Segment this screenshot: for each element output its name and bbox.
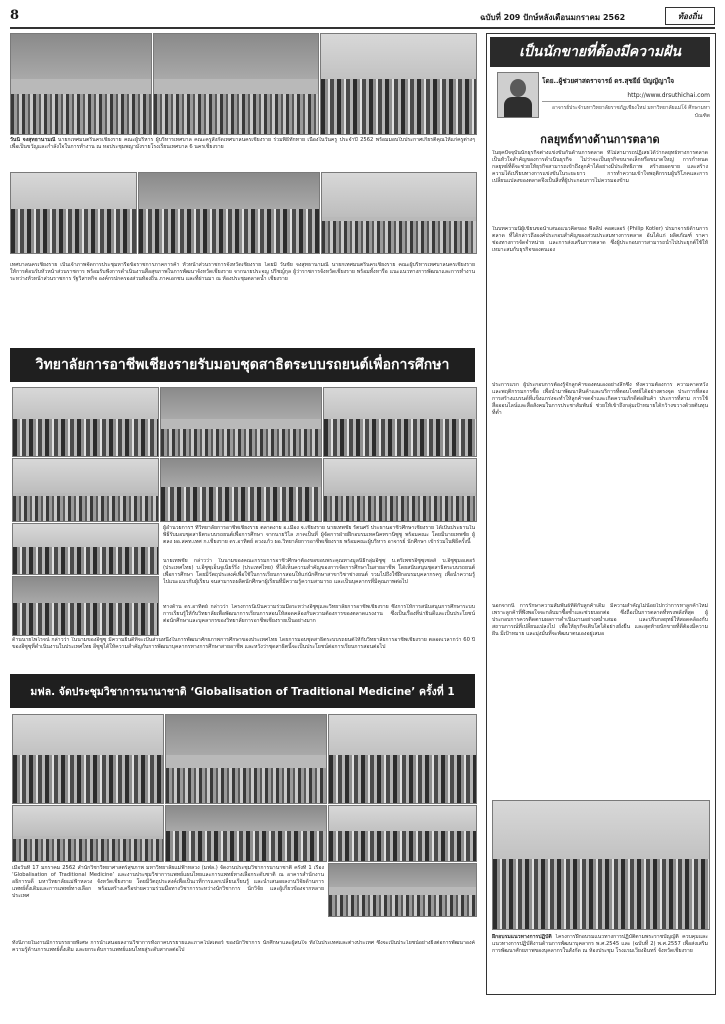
photo-teacher-day-1 — [10, 33, 152, 135]
photo-isuzu-4 — [12, 458, 159, 522]
article2-body-1: ผู้อำนวยการฯ ที่วิทยาลัยการอาชีพเชียงราย ตลาดงาย อ.เมือง จ.เชียงราย นายเทพชัย รัตนศรี ประธานอาชีวศึกษาเชียงราย ได้เป็นประธานในพิธีรับมอบชุดสาธิตระบบรถยนต์เพื่อการศึกษา จากนายวิไล ภาคเป็นที่ ผู้จัดการฝ่ายฝึกอบรมเทคนิคทรานิซูซู พร้อมคณะ โดยมีนายเทพชัย ผู้ตลง ผอ.สคท.เทศ ก.เชียงราย ดร.อาทิตย์ ดวงแก้ว ผอ.วิทยาลัยการอาชีพเชียงราย พร้อมคณะผู้บริหาร อาจารย์ นักศึกษา เข้าร่วมในพิธีครั้งนี้ — [163, 525, 475, 545]
page-number: 8 — [10, 8, 20, 23]
photo-teacher-day-3 — [320, 33, 477, 135]
article1-caption-2: เทศบาลนครเชียงราย เป็นเจ้าภาพจัดการประชุมหารือข้อราชการภาคการค้า หัวหน้าส่วนราชการจังหวัดเชียงราย โดยมี วันชัย จงสุทธานามณี นายกเทศมนตรีนครเชียงราย คณะผู้บริหารเทศบาลนครเชียงราย ให้การต้อนรับหัวหน้าส่วนราชการ พร้อมรับฟังการดำเนินงานสื่อสุขภาพในการพัฒนาจังหวัดเชียงราย จากนายประจญ ปริชญ์กุล ผู้ว่าราชการจังหวัดเชียงราย พร้อมทั้งหารือ แนะแนวทางการพัฒนาและการทำงาน ระหว่างหัวหน้าส่วนราชการ รัฐวิสาหกิจ องค์กรปกครองส่วนท้องถิ่น ภาคเอกชน และที่ผ่านมา ณ ห้องประชุมตลาดน้ำ เชียงราย — [10, 262, 475, 282]
photo-isuzu-3 — [323, 387, 477, 457]
column-body-2: ในบทความนี้ผู้เขียนขอนำเสนอแนวคิดของ ฟิลลิป คอตเลอร์ (Philip Kotler) ปรมาจารย์ด้านการตลาด ที่ได้กล่าวถึงองค์ประกอบสำคัญของส่วนประสมทางการตลาด อันได้แก่ ผลิตภัณฑ์ ราคา ช่องทางการจัดจำหน่าย และการส่งเสริมการตลาด ซึ่งผู้ประกอบการสามารถนำไปประยุกต์ใช้ให้เหมาะสมกับธุรกิจของตนเอง — [492, 226, 708, 253]
photo-meeting-1 — [10, 172, 137, 254]
header-logo — [665, 7, 715, 25]
article2-body-4: ด้านนายไพโรจน์ กล่าวว่า ในนามของอีซูซุ มีความยินดีที่จะเป็นส่วนหนึ่งในการพัฒนาศักยภาพการศึกษาของประเทศไทย โดยการมอบชุดสาธิตระบบรถยนต์ให้กับวิทยาลัยการอาชีพเชียงราย ตลอดเวลากว่า 60 ปี ของอีซูซุที่ดำเนินงานในประเทศไทย อีซูซุได้ให้ความสำคัญกับการพัฒนาบุคลากรทางการศึกษาสายอาชีพ และหวังว่าชุดสาธิตนี้จะเป็นประโยชน์ต่อการเรียนการสอนต่อไป — [12, 637, 475, 650]
page-header — [10, 6, 715, 28]
photo-isuzu-engine — [12, 576, 159, 636]
column-author-rule — [542, 101, 710, 102]
article2-body-2: นายเทพชัย กล่าวว่า ในนามของคณะกรรมการอาชีวศึกษาต้องขอขอบพระคุณทางมูลนิธิกลุ่มอีซูซุ บ.ตรีเพชรอีซูซุเซลส์ บ.อีซูซุมอเตอร์ (ประเทศไทย) บ.อีซูซุเอ็นจูเนียร์ริ่ง (ประเทศไทย) ที่ได้เห็นความสำคัญของการจัดการศึกษาในสายอาชีพ โดยสนับสนุนชุดสาธิตระบบรถยนต์เพื่อการศึกษา โดยมีวัตถุประสงค์เพื่อใช้ในการเรียนการสอนให้แก่นักศึกษาสาขาวิชาช่างยนต์ รวมไปถึงใช้ฝึกอบรมบุคลากรครู เพื่อนำความรู้ไปแนะแนวกับผู้เรียน จนสามารถผลิตนักศึกษาผู้เรียนที่มีความรู้ความสามารถ และเป็นบุคลากรที่มีคุณภาพต่อไป — [163, 558, 475, 585]
photo-mfu-1 — [12, 714, 164, 804]
article2-body-3: ทางด้าน ดร.อาทิตย์ กล่าวว่า โครงการนี้เป็นความร่วมมือระหว่างอีซูซุและวิทยาลัยการอาชีพเชียงราย ซึ่งการให้การสนับสนุนการศึกษาระบบการเรียนรู้ให้กับวิทยาลัยเพื่อพัฒนาการเรียนการสอนให้สอดคล้องกับความต้องการของตลาดแรงงาน ซึ่งเป็นเรื่องที่น่ายินดีและเป็นประโยชน์ต่อนักศึกษาและบุคลากรของวิทยาลัยการอาชีพเชียงรายเป็นอย่างมาก — [163, 604, 475, 624]
column-photo-caption-text: โครงการฝึกอบรมแนวทางการปฏิบัติตามพระราชบัญญัติ ควบคุมและแนวทางการปฏิบัติงานด้านการพัฒนาบุคลากร พ.ศ.2545 และ (ฉบับที่ 2) พ.ศ.2557 เพื่อส่งเสริมการพัฒนาศักยภาพของบุคลากรในสังกัด ณ ห้องประชุม โรงแรมเวียงอินทร์ จังหวัดเชียงราย — [492, 934, 708, 954]
column-website: http://www.drsuthichai.com — [627, 92, 710, 99]
article3-headline: มฟล. จัดประชุมวิชาการนานาชาติ ‘Globalisation of Traditional Medicine’ ครั้งที่ 1 — [30, 685, 455, 698]
photo-isuzu-5 — [160, 458, 322, 522]
article2-headline-bar — [10, 348, 475, 382]
issue-info: ฉบับที่ 209 ปักษ์หลังเดือนมกราคม 2562 — [480, 13, 626, 22]
column-banner — [490, 37, 710, 67]
photo-teacher-day-2 — [153, 33, 319, 135]
photo-isuzu-6 — [323, 458, 477, 522]
article3-headline-bar — [10, 674, 475, 708]
photo-isuzu-car — [12, 523, 159, 575]
photo-meeting-2 — [138, 172, 320, 254]
article1-caption-1 — [10, 137, 475, 167]
header-logo-text: ท้องถิ่น — [677, 11, 703, 21]
column-body-3: ประการแรก ผู้ประกอบการต้องรู้จักลูกค้าของตนเองอย่างลึกซึ้ง ทั้งความต้องการ ความคาดหวัง และพฤติกรรมการซื้อ เพื่อนำมาพัฒนาสินค้าและบริการที่ตอบโจทย์ได้อย่างตรงจุด ประการที่สอง การสร้างแบรนด์ที่แข็งแกร่งจะทำให้ลูกค้าจดจำและเกิดความภักดีต่อสินค้า ประการที่สาม การใช้สื่อออนไลน์และสื่อสังคมในการประชาสัมพันธ์ ช่วยให้เข้าถึงกลุ่มเป้าหมายได้กว้างขวางด้วยต้นทุนที่ต่ำ — [492, 382, 708, 416]
column-photo-caption-bold: ฝึกอบรมแนวทางการปฏิบัติ — [492, 934, 552, 940]
author-photo — [497, 72, 539, 118]
photo-mfu-6 — [328, 805, 477, 862]
photo-mfu-7 — [328, 863, 477, 917]
column-banner-title: เป็นนักขายที่ต้องมีความฝัน — [519, 44, 681, 60]
article3-body-1: เมื่อวันที่ 17 มกราคม 2562 สำนักวิชาวิทยาศาสตร์สุขภาพ มหาวิทยาลัยแม่ฟ้าหลวง (มฟล.) จัดงานประชุมวิชาการนานาชาติ ครั้งที่ 1 เรื่อง ‘Globalisation of Traditional Medicine’ และงานประชุมวิชาการแพทย์แผนไทยและการแพทย์ทางเลือกระดับชาติ ณ อาคารสำนักงานอธิการบดี มหาวิทยาลัยแม่ฟ้าหลวง จังหวัดเชียงราย โดยมีวัตถุประสงค์เพื่อเป็นเวทีการแลกเปลี่ยนเรียนรู้ และนำเสนอผลงานวิจัยด้านการแพทย์ดั้งเดิมและการแพทย์ทางเลือก พร้อมสร้างเครือข่ายความร่วมมือทางวิชาการระหว่างนักวิชาการ นักวิจัย และผู้เกี่ยวข้องจากหลายประเทศ — [12, 865, 324, 899]
photo-isuzu-2 — [160, 387, 322, 457]
photo-mfu-4 — [12, 805, 164, 862]
header-rule — [10, 27, 715, 29]
photo-isuzu-1 — [12, 387, 159, 457]
article3-body-2: ทั้งนี้ภายในงานมีการบรรยายพิเศษ การนำเสนอผลงานวิชาการทั้งภาคบรรยายและภาคโปสเตอร์ ของนักวิชาการ นักศึกษาและผู้สนใจ ทั้งในประเทศและต่างประเทศ ซึ่งจะเป็นประโยชน์อย่างยิ่งต่อการพัฒนาองค์ความรู้ด้านการแพทย์ดั้งเดิม และยกระดับการแพทย์แผนไทยสู่ระดับสากลต่อไป — [12, 940, 475, 953]
column-body-1: ในยุคปัจจุบันนักธุรกิจต่างแข่งขันกันด้านการตลาด ที่ไม่สามารถปฏิเสธได้ว่ากลยุทธ์ทางการตลาดเป็นหัวใจสำคัญของการดำเนินธุรกิจ ไม่ว่าจะเป็นธุรกิจขนาดเล็กหรือขนาดใหญ่ การกำหนดกลยุทธ์ที่ดีจะช่วยให้ธุรกิจสามารถเข้าถึงลูกค้าได้อย่างมีประสิทธิภาพ สร้างยอดขาย และสร้างความได้เปรียบทางการแข่งขันในระยะยาว การทำความเข้าใจพฤติกรรมผู้บริโภคและการเปลี่ยนแปลงของตลาดจึงเป็นสิ่งที่ผู้ประกอบการไม่ควรมองข้าม — [492, 150, 708, 184]
column-body-4: นอกจากนี้ การรักษาความสัมพันธ์ที่ดีกับลูกค้าเดิม มีความสำคัญไม่น้อยไปกว่าการหาลูกค้าใหม่ เพราะลูกค้าที่พึงพอใจจะกลับมาซื้อซ้ำและช่วยบอกต่อ ซึ่งถือเป็นการตลาดที่ทรงพลังที่สุด ผู้ประกอบการควรติดตามผลการดำเนินงานอย่างสม่ำเสมอ และปรับกลยุทธ์ให้สอดคล้องกับสถานการณ์ที่เปลี่ยนแปลงไป เพื่อให้ธุรกิจเติบโตได้อย่างยั่งยืน และสุดท้ายนักขายที่ดีต้องมีความฝัน มีเป้าหมาย และมุ่งมั่นที่จะพัฒนาตนเองอยู่เสมอ — [492, 603, 708, 637]
article1-caption-text: นายกเทศมนตรีนครเชียงราย คณะผู้บริหาร ผู้บริหารเทศบาล คณะครูสังกัดเทศบาลนครเชียงราย ร่วมพิธีทักทาย เนื่องในวันครู ประจำปี 2562 พร้อมมอบใบประกาศเกียรติคุณให้แก่ครูต่างๆ เพื่อเป็นขวัญและกำลังใจในการทำงาน ณ หอประชุมพญามังรายโรงเรียนเทศบาล 6 นครเชียงราย — [10, 137, 475, 150]
article2-headline: วิทยาลัยการอาชีพเชียงรายรับมอบชุดสาธิตระบบรถยนต์เพื่อการศึกษา — [35, 357, 450, 373]
article1-caption-bold: วันนี้ จงสุทธานามณี — [10, 137, 56, 143]
column-heading: กลยุทธ์ทางด้านการตลาด — [540, 133, 660, 146]
column-affiliation: อาจารย์ประจำมหาวิทยาลัยราชภัฏเชียงใหม่ มหาวิทยาลัยแม่โจ้ ศึกษามหาบัณฑิต — [552, 105, 710, 119]
column-photo-caption — [492, 934, 708, 986]
photo-mfu-2 — [165, 714, 327, 804]
photo-training — [492, 800, 710, 930]
column-author: โดย..ผู้ช่วยศาสตราจารย์ ดร.สุชยีย์ บัญญัญาใจ — [542, 77, 675, 85]
photo-meeting-3 — [321, 172, 477, 254]
photo-mfu-3 — [328, 714, 477, 804]
photo-mfu-5 — [165, 805, 327, 862]
